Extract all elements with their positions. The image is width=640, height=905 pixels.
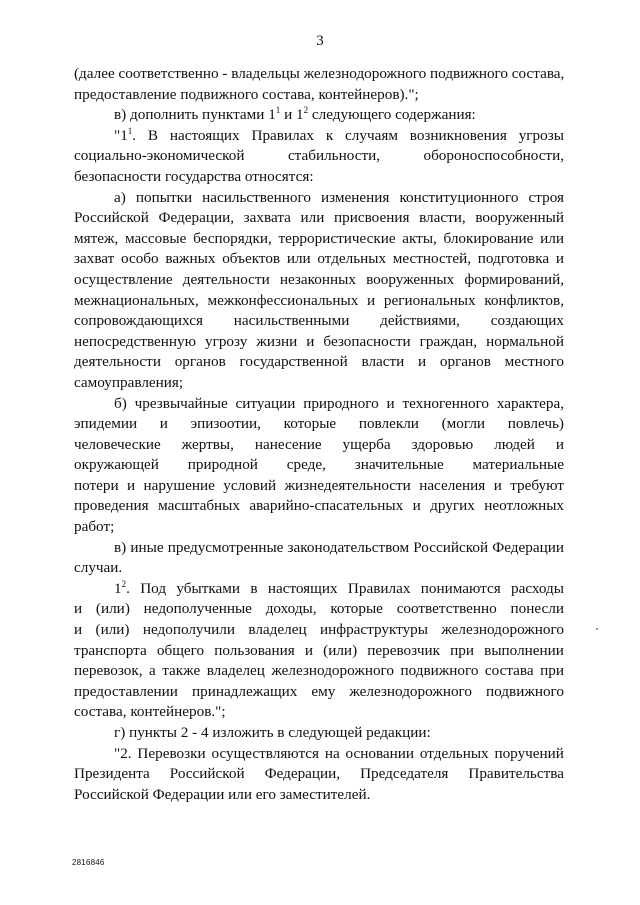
word: ущерба [342, 435, 391, 453]
word: отдельных [317, 250, 387, 268]
word: формирований, [464, 270, 564, 288]
word: и [306, 332, 315, 350]
word: захват [74, 250, 115, 268]
word: здоровью [411, 435, 474, 453]
text-line [74, 641, 564, 662]
page-number: 3 [316, 33, 324, 49]
word: незаконных [279, 270, 356, 288]
word: которые [330, 600, 383, 618]
word: $1^2$. [114, 578, 130, 597]
word: ему [311, 682, 336, 700]
word: при [540, 662, 564, 680]
word: при [450, 641, 475, 659]
word: или [300, 209, 325, 227]
word: нанесение [254, 435, 322, 453]
word: железнодорожного [271, 662, 394, 680]
word: и [74, 621, 83, 639]
word: понимаются [420, 579, 501, 597]
word: также [162, 662, 201, 680]
word: законодательством [287, 538, 410, 556]
word: предоставлении [74, 682, 178, 700]
word: блокирование [443, 229, 534, 247]
text-line [74, 188, 564, 209]
text-line [74, 394, 564, 415]
word: соответственно [396, 600, 497, 618]
word: вооруженный [475, 209, 564, 227]
word: обороноспособности, [423, 147, 564, 165]
word: к [325, 126, 334, 144]
word: угрозы [518, 126, 564, 144]
word: техногенного [402, 394, 490, 412]
text-line [74, 270, 564, 291]
word: "2. [114, 744, 132, 762]
word: б) [114, 394, 127, 412]
text-line [74, 249, 564, 270]
word: и [304, 641, 314, 659]
word: деятельности [182, 270, 270, 288]
word: недополучили [142, 621, 235, 639]
word: проведения [74, 497, 149, 515]
text-line [74, 208, 564, 229]
word: межнациональных, [74, 291, 199, 309]
word: подвижного [486, 682, 564, 700]
word: случаям [345, 126, 398, 144]
word: нарушение [143, 476, 215, 494]
word: характера, [496, 394, 564, 412]
word: перевозок, [74, 662, 143, 680]
word: ситуации [235, 394, 296, 412]
word: межконфессиональных [207, 291, 359, 309]
word: инфраструктуры [319, 621, 428, 639]
word: сопровождающихся [74, 312, 203, 330]
word: и [412, 497, 421, 515]
word: перевозчик [367, 641, 440, 659]
word: угрозу [205, 332, 248, 350]
word: в [250, 579, 258, 597]
text-line: г) пункты 2 - 4 изложить в следующей редакции: [114, 724, 431, 741]
word: непосредственную [74, 332, 196, 350]
word: владелец [248, 621, 307, 639]
word: власти, [419, 209, 466, 227]
word: значительные [354, 456, 444, 474]
text-line [74, 291, 564, 312]
word: повлечь) [507, 415, 564, 433]
text-line: Российской Федерации или его заместителей. [74, 785, 371, 803]
word: в) [114, 538, 127, 556]
word: убытками [176, 579, 240, 597]
word: населения [419, 476, 486, 494]
word: отдельных [419, 744, 489, 762]
text-line [74, 352, 564, 373]
text-line: самоуправления; [74, 373, 184, 391]
word: выполнении [484, 641, 564, 659]
word: мятеж, [74, 229, 119, 247]
word: настоящих [267, 579, 338, 597]
text-line [74, 599, 564, 620]
word: граждан, [419, 332, 478, 350]
word: и [159, 415, 168, 433]
word: действиями, [380, 312, 460, 330]
word: возникновения [409, 126, 507, 144]
text-line [74, 764, 564, 785]
word: жертвы, [181, 435, 234, 453]
scan-speck [596, 628, 598, 630]
word: а [149, 662, 156, 680]
word: материальные [472, 456, 564, 474]
word: чрезвычайные [134, 394, 228, 412]
word: природного [303, 394, 379, 412]
word: и [555, 250, 564, 268]
word: транспорта [74, 641, 147, 659]
word: потери [74, 476, 119, 494]
word: террористические [278, 229, 396, 247]
word: конфликтов, [484, 291, 564, 309]
word: стабильности, [287, 147, 381, 165]
text-line [74, 126, 564, 147]
text-line [74, 620, 564, 641]
word: человеческие [74, 435, 161, 453]
word: вооруженных [366, 270, 455, 288]
word: окружающей [74, 456, 159, 474]
word: Правилах [347, 579, 411, 597]
word: иные [130, 538, 164, 556]
text-line [74, 311, 564, 332]
word: строя [528, 188, 564, 206]
word: основании [345, 744, 415, 762]
word: Председателя [360, 765, 449, 783]
word: понесли [510, 600, 564, 618]
text-line [74, 146, 564, 167]
word: доходы, [265, 600, 317, 618]
word: государственной [239, 353, 348, 371]
word: или [540, 229, 564, 247]
word: Федерации [492, 538, 564, 556]
text-line: работ; [74, 518, 115, 536]
word: особо [121, 250, 159, 268]
word: объектов [222, 250, 281, 268]
word: железнодорожного [349, 682, 472, 700]
word: которые [283, 415, 337, 433]
word: требуют [510, 476, 564, 494]
word: настоящих [169, 126, 240, 144]
word: важных [165, 250, 216, 268]
word: среде, [286, 456, 326, 474]
word: пользования [214, 641, 295, 659]
word: жизнедеятельности [284, 476, 411, 494]
word: условий [223, 476, 277, 494]
text-line: безопасности государства относятся: [74, 167, 314, 185]
word: и [127, 476, 136, 494]
word: изменения [321, 188, 390, 206]
word: (могли [441, 415, 486, 433]
word: "$1^1$. [114, 125, 137, 144]
word: попытки [135, 188, 193, 206]
word: присвоения [334, 209, 410, 227]
word: Перевозки [137, 744, 206, 762]
word: насильственного [202, 188, 311, 206]
word: и [555, 435, 564, 453]
word: людей [494, 435, 535, 453]
text-line [74, 435, 564, 456]
word: Президента [74, 765, 150, 783]
word: подвижного [400, 662, 479, 680]
word: недополученные [143, 600, 252, 618]
word: Правительства [468, 765, 564, 783]
word: Российской [413, 538, 489, 556]
word: состава [484, 662, 534, 680]
word: беспорядки, [193, 229, 272, 247]
word: природной [187, 456, 258, 474]
word: осуществляются [211, 744, 319, 762]
word: (или) [95, 600, 130, 618]
word: безопасности [323, 332, 411, 350]
text-line [74, 332, 564, 353]
text-line: случаи. [74, 559, 123, 577]
word: и [418, 353, 427, 371]
text-line [74, 455, 564, 476]
text-line [74, 538, 564, 559]
word: или [286, 250, 311, 268]
word: захвата [243, 209, 291, 227]
word: расходы [511, 579, 564, 597]
text-line [74, 414, 564, 435]
word: поручений [494, 744, 564, 762]
word: органов [174, 353, 226, 371]
word: Российской [169, 765, 245, 783]
text-line [74, 661, 564, 682]
word: других [430, 497, 475, 515]
word: Российской [74, 209, 149, 227]
word: акты, [402, 229, 437, 247]
word: повлекли [358, 415, 419, 433]
text-line [74, 476, 564, 497]
word: и [74, 600, 83, 618]
word: и [367, 291, 376, 309]
word: социально-экономической [74, 147, 245, 165]
word: органов [439, 353, 491, 371]
word: Правилах [251, 126, 314, 144]
text-line [74, 496, 564, 517]
word: подготовка [477, 250, 550, 268]
word: массовые [124, 229, 187, 247]
word: (или) [95, 621, 130, 639]
word: и [386, 394, 395, 412]
word: создающих [490, 312, 564, 330]
word: аварийно-спасательных [249, 497, 404, 515]
word: на [324, 744, 340, 762]
word: Федерации, [264, 765, 341, 783]
word: деятельности [74, 353, 161, 371]
word: власти [361, 353, 405, 371]
word: масштабных [158, 497, 240, 515]
word: общего [156, 641, 205, 659]
word: местного [504, 353, 564, 371]
word: Федерации, [158, 209, 235, 227]
text-line [74, 682, 564, 703]
text-line: (далее соответственно - владельцы железнодорожного подвижного состава, [74, 65, 565, 82]
word: жизни [256, 332, 298, 350]
word: принадлежащих [191, 682, 298, 700]
word: железнодорожного [441, 621, 564, 639]
word: местностей, [392, 250, 472, 268]
word: осуществление [74, 270, 173, 288]
document-code: 2816846 [72, 858, 105, 867]
word: конституционного [399, 188, 519, 206]
word: владелец [206, 662, 265, 680]
word: насильственными [233, 312, 350, 330]
text-line: предоставление подвижного состава, контейнеров)."; [74, 85, 419, 103]
word: неотложных [484, 497, 564, 515]
word: эпидемии [74, 415, 138, 433]
word: предусмотренные [167, 538, 284, 556]
text-line [74, 229, 564, 250]
document-body [74, 64, 564, 805]
text-line: в) дополнить пунктами $1^1$ и $1^2$ следующего содержания: [114, 105, 476, 124]
word: а) [114, 188, 126, 206]
word: Под [140, 579, 167, 597]
word: и [493, 476, 502, 494]
word: (или) [323, 641, 358, 659]
text-line [74, 579, 564, 600]
text-line [74, 744, 564, 765]
text-line: состава, контейнеров."; [74, 703, 226, 721]
word: эпизоотии, [190, 415, 261, 433]
word: региональных [383, 291, 476, 309]
word: В [147, 126, 159, 144]
word: нормальной [486, 332, 564, 350]
